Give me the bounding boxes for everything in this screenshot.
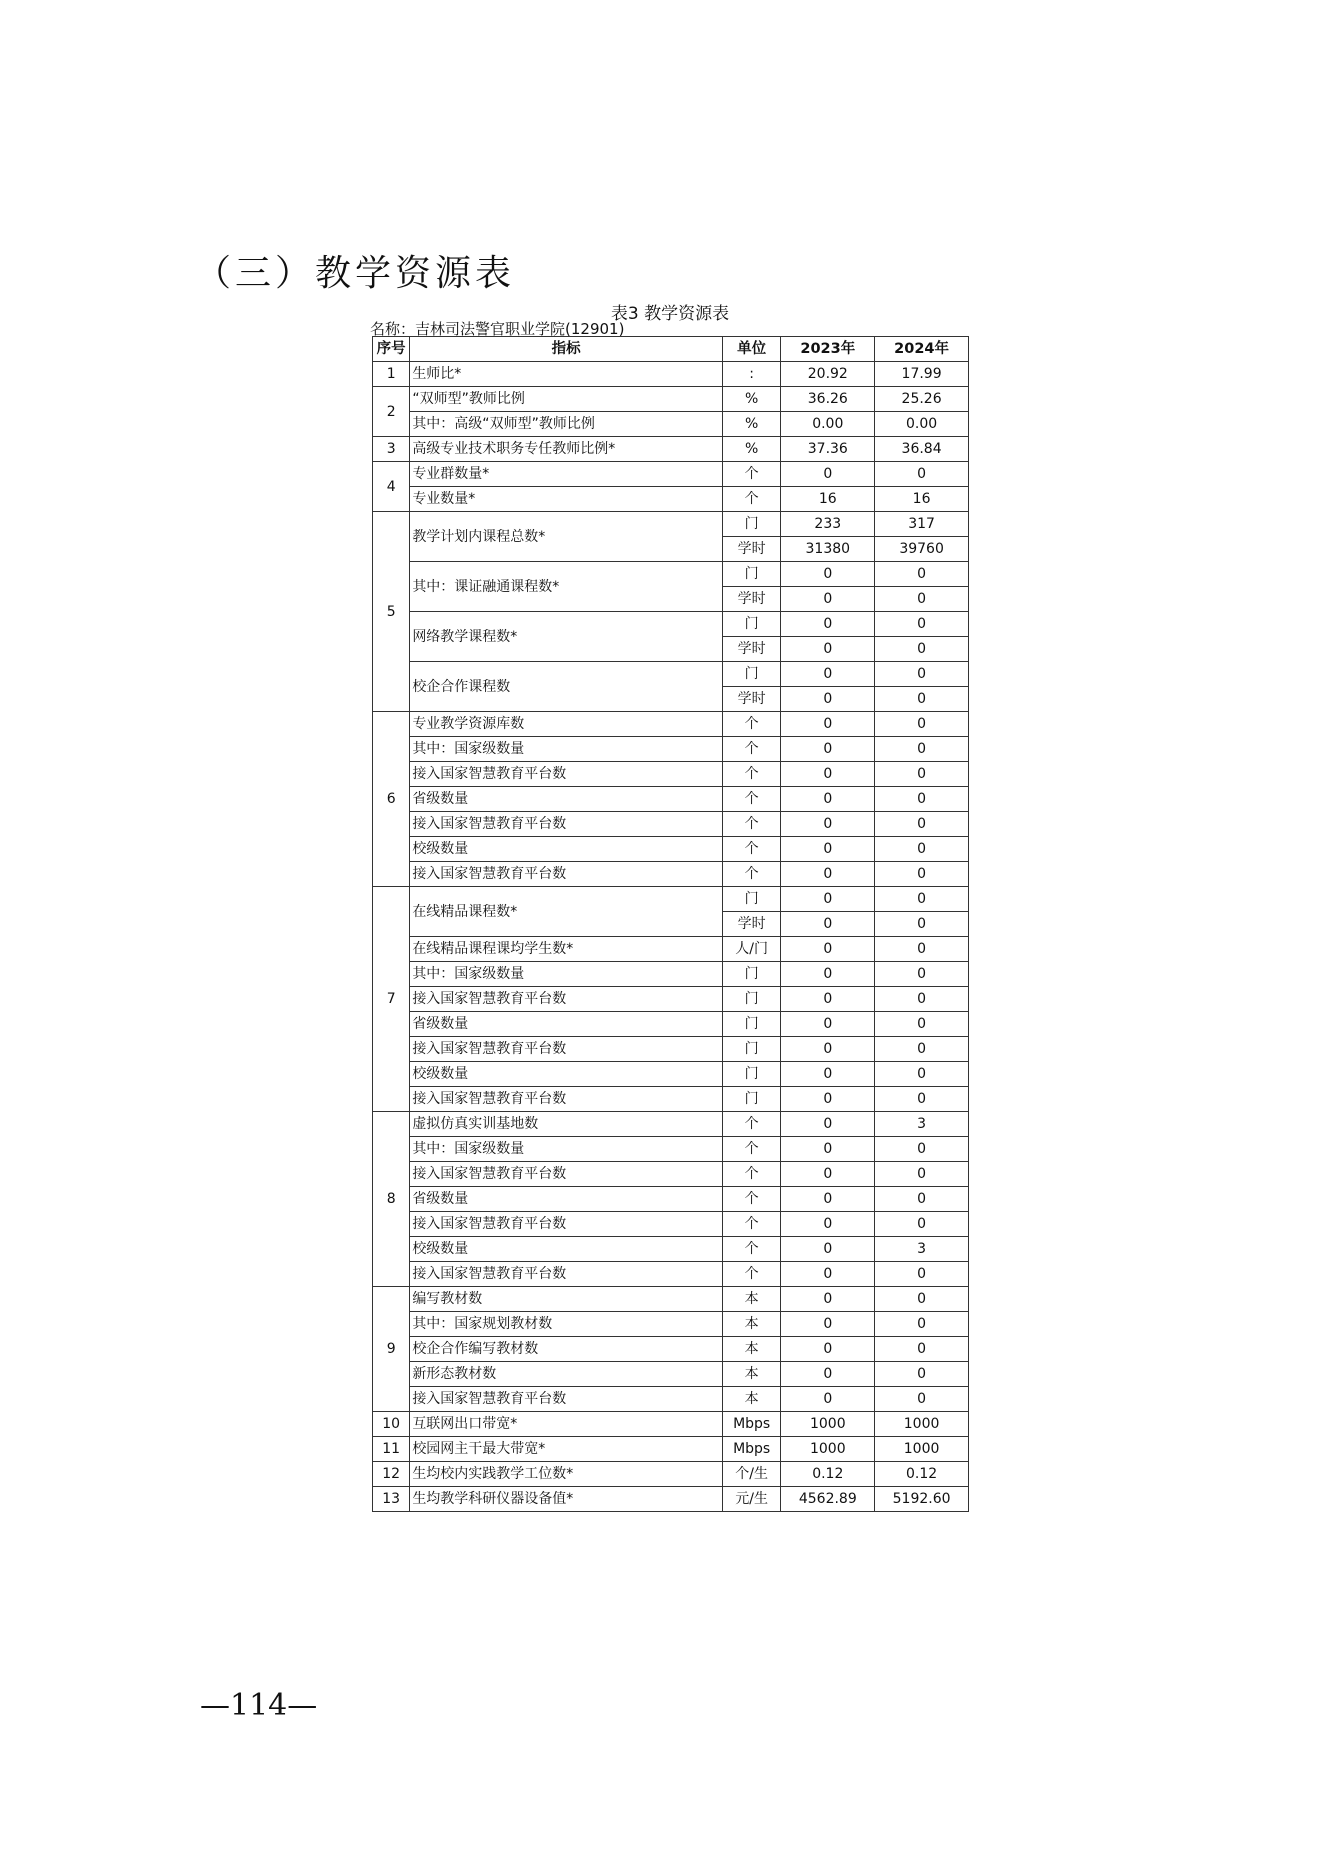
value-2023-cell: 0 — [781, 1287, 875, 1312]
indicator-cell: 接入国家智慧教育平台数 — [410, 1037, 723, 1062]
indicator-cell: 专业教学资源库数 — [410, 712, 723, 737]
value-2023-cell: 0 — [781, 1062, 875, 1087]
table-row — [373, 1087, 969, 1112]
value-2023-cell: 0 — [781, 687, 875, 712]
value-2024-cell: 0 — [875, 462, 969, 487]
value-2024-cell: 0 — [875, 1337, 969, 1362]
header-2024: 2024年 — [875, 337, 969, 362]
value-2023-cell: 0 — [781, 662, 875, 687]
value-2024-cell: 16 — [875, 487, 969, 512]
value-2023-cell: 0 — [781, 937, 875, 962]
table-row — [373, 462, 969, 487]
value-2023-cell: 0 — [781, 612, 875, 637]
indicator-cell: 校园网主干最大带宽* — [410, 1437, 723, 1462]
value-2023-cell: 0 — [781, 1362, 875, 1387]
unit-cell: 门 — [722, 987, 780, 1012]
table-row — [373, 762, 969, 787]
value-2023-cell: 0 — [781, 987, 875, 1012]
indicator-cell: 接入国家智慧教育平台数 — [410, 1387, 723, 1412]
value-2024-cell: 0 — [875, 962, 969, 987]
table-row — [373, 737, 969, 762]
value-2023-cell: 0 — [781, 1087, 875, 1112]
value-2024-cell: 0.00 — [875, 412, 969, 437]
unit-cell: % — [722, 387, 780, 412]
value-2023-cell: 0 — [781, 1237, 875, 1262]
unit-cell: 门 — [722, 1062, 780, 1087]
unit-cell: 个 — [722, 1137, 780, 1162]
unit-cell: 门 — [722, 512, 780, 537]
table-row — [373, 662, 969, 687]
value-2023-cell: 0 — [781, 812, 875, 837]
unit-cell: % — [722, 437, 780, 462]
value-2023-cell: 0 — [781, 1137, 875, 1162]
indicator-cell: 专业数量* — [410, 487, 723, 512]
indicator-cell: 接入国家智慧教育平台数 — [410, 762, 723, 787]
unit-cell: Mbps — [722, 1437, 780, 1462]
table-row — [373, 612, 969, 637]
value-2023-cell: 0 — [781, 1212, 875, 1237]
value-2024-cell: 17.99 — [875, 362, 969, 387]
seq-cell: 7 — [373, 887, 410, 1112]
value-2023-cell: 4562.89 — [781, 1487, 875, 1512]
indicator-cell: 专业群数量* — [410, 462, 723, 487]
indicator-cell: 校企合作课程数 — [410, 662, 723, 712]
value-2023-cell: 0 — [781, 912, 875, 937]
value-2024-cell: 1000 — [875, 1437, 969, 1462]
value-2024-cell: 0.12 — [875, 1462, 969, 1487]
table-title: 表3 教学资源表 — [610, 304, 730, 324]
unit-cell: 门 — [722, 562, 780, 587]
value-2023-cell: 0 — [781, 1262, 875, 1287]
unit-cell: 门 — [722, 1012, 780, 1037]
indicator-cell: 新形态教材数 — [410, 1362, 723, 1387]
unit-cell: 个 — [722, 1112, 780, 1137]
value-2023-cell: 0.12 — [781, 1462, 875, 1487]
value-2023-cell: 16 — [781, 487, 875, 512]
table-row — [373, 1337, 969, 1362]
value-2023-cell: 0 — [781, 462, 875, 487]
unit-cell: 本 — [722, 1337, 780, 1362]
seq-cell: 8 — [373, 1112, 410, 1287]
unit-cell: 元/生 — [722, 1487, 780, 1512]
indicator-cell: 生师比* — [410, 362, 723, 387]
value-2024-cell: 0 — [875, 887, 969, 912]
unit-cell: 个 — [722, 462, 780, 487]
indicator-cell: 其中：国家规划教材数 — [410, 1312, 723, 1337]
value-2024-cell: 0 — [875, 712, 969, 737]
indicator-cell: 校级数量 — [410, 1062, 723, 1087]
value-2023-cell: 0 — [781, 637, 875, 662]
indicator-cell: 在线精品课程数* — [410, 887, 723, 937]
unit-cell: 学时 — [722, 687, 780, 712]
table-header-row — [373, 337, 969, 362]
value-2024-cell: 0 — [875, 737, 969, 762]
unit-cell: 学时 — [722, 637, 780, 662]
value-2023-cell: 0 — [781, 1337, 875, 1362]
header-seq: 序号 — [373, 337, 410, 362]
value-2024-cell: 39760 — [875, 537, 969, 562]
seq-cell: 13 — [373, 1487, 410, 1512]
value-2024-cell: 25.26 — [875, 387, 969, 412]
table-row — [373, 1187, 969, 1212]
seq-cell: 4 — [373, 462, 410, 512]
value-2023-cell: 1000 — [781, 1437, 875, 1462]
indicator-cell: 接入国家智慧教育平台数 — [410, 1162, 723, 1187]
unit-cell: 个/生 — [722, 1462, 780, 1487]
value-2024-cell: 0 — [875, 1087, 969, 1112]
value-2023-cell: 31380 — [781, 537, 875, 562]
indicator-cell: 其中：国家级数量 — [410, 962, 723, 987]
unit-cell: 本 — [722, 1287, 780, 1312]
unit-cell: 个 — [722, 1162, 780, 1187]
table-row — [373, 887, 969, 912]
value-2023-cell: 0 — [781, 762, 875, 787]
indicator-cell: 校企合作编写教材数 — [410, 1337, 723, 1362]
indicator-cell: 网络教学课程数* — [410, 612, 723, 662]
seq-cell: 11 — [373, 1437, 410, 1462]
value-2024-cell: 1000 — [875, 1412, 969, 1437]
indicator-cell: 接入国家智慧教育平台数 — [410, 812, 723, 837]
value-2024-cell: 0 — [875, 937, 969, 962]
table-row — [373, 1462, 969, 1487]
unit-cell: 人/门 — [722, 937, 780, 962]
table-row — [373, 937, 969, 962]
seq-cell: 3 — [373, 437, 410, 462]
table-row — [373, 1037, 969, 1062]
value-2023-cell: 0 — [781, 1312, 875, 1337]
value-2023-cell: 0 — [781, 1012, 875, 1037]
table-row — [373, 1112, 969, 1137]
seq-cell: 12 — [373, 1462, 410, 1487]
value-2024-cell: 0 — [875, 1012, 969, 1037]
value-2024-cell: 0 — [875, 1187, 969, 1212]
table-row — [373, 1162, 969, 1187]
unit-cell: 学时 — [722, 537, 780, 562]
value-2023-cell: 0 — [781, 1037, 875, 1062]
table-row — [373, 487, 969, 512]
unit-cell: 个 — [722, 862, 780, 887]
value-2024-cell: 0 — [875, 987, 969, 1012]
indicator-cell: 接入国家智慧教育平台数 — [410, 1212, 723, 1237]
unit-cell: 个 — [722, 787, 780, 812]
table-row — [373, 1487, 969, 1512]
header-unit: 单位 — [722, 337, 780, 362]
table-row — [373, 1312, 969, 1337]
unit-cell: % — [722, 412, 780, 437]
indicator-cell: 省级数量 — [410, 1012, 723, 1037]
unit-cell: 门 — [722, 662, 780, 687]
table-row — [373, 562, 969, 587]
institution-name: 名称：吉林司法警官职业学院(12901) — [370, 320, 625, 338]
teaching-resources-table — [372, 336, 969, 1512]
unit-cell: 个 — [722, 487, 780, 512]
indicator-cell: 其中：课证融通课程数* — [410, 562, 723, 612]
value-2023-cell: 37.36 — [781, 437, 875, 462]
table-row — [373, 812, 969, 837]
seq-cell: 2 — [373, 387, 410, 437]
value-2023-cell: 0 — [781, 1162, 875, 1187]
table-row — [373, 412, 969, 437]
value-2023-cell: 0 — [781, 837, 875, 862]
value-2024-cell: 0 — [875, 1162, 969, 1187]
value-2024-cell: 0 — [875, 637, 969, 662]
value-2023-cell: 20.92 — [781, 362, 875, 387]
indicator-cell: 生均教学科研仪器设备值* — [410, 1487, 723, 1512]
table-row — [373, 1262, 969, 1287]
value-2024-cell: 0 — [875, 662, 969, 687]
indicator-cell: 其中：高级“双师型”教师比例 — [410, 412, 723, 437]
value-2024-cell: 0 — [875, 787, 969, 812]
table-row — [373, 1012, 969, 1037]
unit-cell: 个 — [722, 1237, 780, 1262]
table-row — [373, 1437, 969, 1462]
table-row — [373, 1287, 969, 1312]
value-2024-cell: 0 — [875, 1037, 969, 1062]
table-row — [373, 712, 969, 737]
value-2024-cell: 0 — [875, 762, 969, 787]
value-2023-cell: 0 — [781, 562, 875, 587]
seq-cell: 5 — [373, 512, 410, 712]
table-body — [373, 362, 969, 1512]
indicator-cell: 接入国家智慧教育平台数 — [410, 1087, 723, 1112]
indicator-cell: 生均校内实践教学工位数* — [410, 1462, 723, 1487]
seq-cell: 10 — [373, 1412, 410, 1437]
table-row — [373, 1362, 969, 1387]
unit-cell: 学时 — [722, 912, 780, 937]
unit-cell: 门 — [722, 1087, 780, 1112]
unit-cell: 个 — [722, 737, 780, 762]
indicator-cell: 在线精品课程课均学生数* — [410, 937, 723, 962]
value-2023-cell: 233 — [781, 512, 875, 537]
indicator-cell: 教学计划内课程总数* — [410, 512, 723, 562]
table-row — [373, 837, 969, 862]
value-2024-cell: 0 — [875, 862, 969, 887]
indicator-cell: “双师型”教师比例 — [410, 387, 723, 412]
value-2024-cell: 0 — [875, 1362, 969, 1387]
value-2023-cell: 0.00 — [781, 412, 875, 437]
table-row — [373, 512, 969, 537]
value-2024-cell: 3 — [875, 1237, 969, 1262]
unit-cell: 门 — [722, 887, 780, 912]
table-row — [373, 962, 969, 987]
value-2023-cell: 0 — [781, 1187, 875, 1212]
value-2023-cell: 0 — [781, 587, 875, 612]
unit-cell: 个 — [722, 812, 780, 837]
unit-cell: 门 — [722, 962, 780, 987]
table-row — [373, 1387, 969, 1412]
value-2023-cell: 0 — [781, 1112, 875, 1137]
section-title: （三）教学资源表 — [195, 253, 516, 294]
value-2024-cell: 0 — [875, 1137, 969, 1162]
unit-cell: 本 — [722, 1312, 780, 1337]
table-row — [373, 387, 969, 412]
table-row — [373, 787, 969, 812]
value-2023-cell: 0 — [781, 962, 875, 987]
unit-cell: 门 — [722, 1037, 780, 1062]
unit-cell: 个 — [722, 1187, 780, 1212]
value-2023-cell: 0 — [781, 887, 875, 912]
table-row — [373, 1137, 969, 1162]
value-2023-cell: 36.26 — [781, 387, 875, 412]
seq-cell: 6 — [373, 712, 410, 887]
unit-cell: 本 — [722, 1387, 780, 1412]
header-indicator: 指标 — [410, 337, 723, 362]
table-row — [373, 1062, 969, 1087]
value-2024-cell: 0 — [875, 612, 969, 637]
table-row — [373, 862, 969, 887]
unit-cell: : — [722, 362, 780, 387]
indicator-cell: 互联网出口带宽* — [410, 1412, 723, 1437]
indicator-cell: 省级数量 — [410, 787, 723, 812]
unit-cell: 个 — [722, 712, 780, 737]
unit-cell: 本 — [722, 1362, 780, 1387]
value-2023-cell: 0 — [781, 737, 875, 762]
value-2023-cell: 0 — [781, 712, 875, 737]
value-2023-cell: 0 — [781, 1387, 875, 1412]
indicator-cell: 校级数量 — [410, 1237, 723, 1262]
value-2024-cell: 0 — [875, 1212, 969, 1237]
indicator-cell: 接入国家智慧教育平台数 — [410, 862, 723, 887]
unit-cell: 门 — [722, 612, 780, 637]
value-2024-cell: 0 — [875, 687, 969, 712]
header-2023: 2023年 — [781, 337, 875, 362]
value-2024-cell: 0 — [875, 912, 969, 937]
seq-cell: 1 — [373, 362, 410, 387]
page-number: —114— — [200, 1688, 318, 1723]
value-2024-cell: 0 — [875, 1287, 969, 1312]
indicator-cell: 省级数量 — [410, 1187, 723, 1212]
table-row — [373, 987, 969, 1012]
indicator-cell: 接入国家智慧教育平台数 — [410, 987, 723, 1012]
indicator-cell: 接入国家智慧教育平台数 — [410, 1262, 723, 1287]
value-2024-cell: 0 — [875, 837, 969, 862]
table-row — [373, 1412, 969, 1437]
indicator-cell: 虚拟仿真实训基地数 — [410, 1112, 723, 1137]
unit-cell: 个 — [722, 1212, 780, 1237]
value-2023-cell: 0 — [781, 862, 875, 887]
value-2024-cell: 0 — [875, 1262, 969, 1287]
indicator-cell: 高级专业技术职务专任教师比例* — [410, 437, 723, 462]
table-row — [373, 1212, 969, 1237]
value-2024-cell: 3 — [875, 1112, 969, 1137]
value-2024-cell: 317 — [875, 512, 969, 537]
value-2024-cell: 0 — [875, 1387, 969, 1412]
unit-cell: 个 — [722, 762, 780, 787]
value-2024-cell: 0 — [875, 1062, 969, 1087]
indicator-cell: 编写教材数 — [410, 1287, 723, 1312]
table-row — [373, 362, 969, 387]
unit-cell: Mbps — [722, 1412, 780, 1437]
unit-cell: 学时 — [722, 587, 780, 612]
indicator-cell: 校级数量 — [410, 837, 723, 862]
value-2023-cell: 0 — [781, 787, 875, 812]
indicator-cell: 其中：国家级数量 — [410, 1137, 723, 1162]
value-2024-cell: 0 — [875, 812, 969, 837]
value-2024-cell: 0 — [875, 587, 969, 612]
value-2024-cell: 0 — [875, 562, 969, 587]
value-2024-cell: 5192.60 — [875, 1487, 969, 1512]
value-2024-cell: 36.84 — [875, 437, 969, 462]
unit-cell: 个 — [722, 837, 780, 862]
table-row — [373, 1237, 969, 1262]
value-2023-cell: 1000 — [781, 1412, 875, 1437]
seq-cell: 9 — [373, 1287, 410, 1412]
indicator-cell: 其中：国家级数量 — [410, 737, 723, 762]
value-2024-cell: 0 — [875, 1312, 969, 1337]
unit-cell: 个 — [722, 1262, 780, 1287]
table-row — [373, 437, 969, 462]
